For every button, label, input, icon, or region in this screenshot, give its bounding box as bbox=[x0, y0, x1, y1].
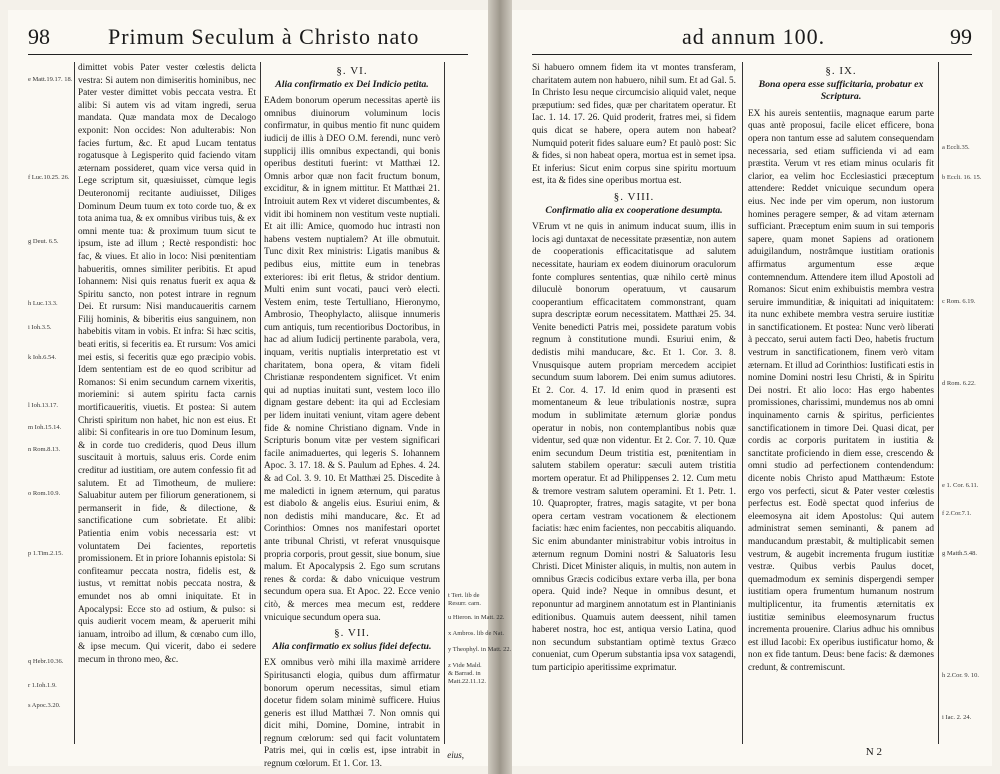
margin-note: g Deut. 6.5. bbox=[28, 238, 59, 245]
margin-note: c Rom. 6.19. bbox=[942, 298, 976, 305]
section-subtitle: Alia confirmatio ex solius fidei defectu. bbox=[272, 640, 432, 652]
margin-note: b Eccli. 16. 15. bbox=[942, 174, 982, 181]
section-heading: §. VI. bbox=[336, 65, 368, 77]
right-column-2 bbox=[748, 62, 934, 758]
body-text: EAdem bonorum operum necessitas apertè iis omnibus diuinorum voluminum locis confirmatur, in quibus mentio fit nunc quidem iudicij de illis à DEO O.M. ferendi, nunc verò supplicij illis omnibus expectandi, qui bonis operibus destituti fuerint: vt Matthæi 12. Omnis arbor quæ non facit fructum bonum, exciditur, & in ignem mittitur. Et Matthæi 21. Introiuit autem Rex vt videret discumbentes, & vidit ibi hominem non vestitum veste nuptiali. Et ait illi: Amice, quomodo huc intrasti non habens vestem nuptialem? At ille obmutuit. Tunc dixit Rex ministris: Ligatis manibus & pedibus eius, mittite eum in tenebras exteriores: ibi erit fletus, & stridor dentium. Multi enim sunt vocati, pauci verò electi. Vestem enim, teste Tertulliano, Hieronymo, Ambrosio, Theophylacto, aliisque innumeris cum antiquis, tum recentioribus Doctoribus, in hac ad alium Iudicij pertinente parabola, vera, inquam, veritis nuptialis interpretatio est vt charitatem, bona opera, & vitam fideli Christianæ respondentem significet. Vt enim qui ad nuptias inuitati sunt, vestem loco illo dignam gestare debent: ita qui ad Ecclesiam per lidem inuitati veniunt, vitam agere debent fide & nomine Christiano dignam. Vnde in Scripturis bonum vitæ per vestem significari facile animaduertes, qui legeris S. Iohannem Apoc. 3. 17. 18. & S. Paulum ad Ephes. 4. 24. & ad Col. 3. 9. 10. Et Matthæi 25. Discedite à me maledicti in ignem æternum, qui paratus est diabolo & angelis eius. Esuriui enim, & non dedistis mihi manducare, &c. Et ad Corinthios: Omnes nos manifestari oportet ante tribunal Christi, vt referat vnusquisque propria corporis, prout gessit, siue bonum, siue malum. Et Apocalypsis 2. Ego sum scrutans renes & corda: & dabo vnicuique vestrum secundum opera sua. Et Apoc. 22. Ecce venio citò, & merces mea mecum est, reddere vnicuique secundum opera sua. bbox=[264, 96, 440, 623]
margin-note: f 2.Cor.7.1. bbox=[942, 510, 972, 517]
right-column-1 bbox=[532, 62, 736, 758]
margin-note: l Ioh.13.17. bbox=[28, 402, 58, 409]
section-subtitle: Alia confirmatio ex Dei Indicio petita. bbox=[275, 78, 429, 90]
column-rule bbox=[74, 62, 75, 744]
margin-note: e 1. Cor. 6.11. bbox=[942, 482, 979, 489]
column-rule bbox=[260, 62, 261, 744]
margin-note: k Ioh.6.54. bbox=[28, 354, 57, 361]
catchword: eius, bbox=[447, 750, 464, 760]
margin-note: z Vide Mald. & Barrad. in Matt.22.11.12. bbox=[448, 662, 487, 685]
margin-note: p 1.Tim.2.15. bbox=[28, 550, 63, 557]
column-rule bbox=[938, 62, 939, 744]
section-heading: §. IX. bbox=[825, 65, 857, 77]
body-text: VErum vt ne quis in animum inducat suum, illis in locis agi duntaxat de necessitate præsentiæ, non autem de cooperationis efficacitatisque ad salutem necessitate, hauriam ex eodem diuinorum oraculorum fonte complures sententias, quæ nihilo certè minus diluculè bonorum operatuum, vt causarum cooperantium efficacitatem commonstrant, quam supra descriptæ eorum necessitatem. Matthæi 25. 34. Venite benedicti Patris mei, possidete paratum vobis regnum à constitutione mundi. Esuriui enim, & dedistis mihi manducare, &c. Et 1. Cor. 3. 8. Vnusquisque autem propriam mercedem accipiet secundum suum laborem. Dei enim sumus adiutores. Et 2. Cor. 4. 17. Id enim quod in præsenti est momentaneum & leue tribulationis nostræ, supra modum in sublimitate æternum gloriæ pondus operatur in nobis, non contemplantibus nobis quæ videntur, sed quæ non videntur. Et 2. Cor. 7. 10. Quæ enim secundum Deum tristitia est, pœnitentiam in salutem stabilem operatur: sæculi autem tristitia mortem operatur. Et ad Philippenses 2. 12. Cum metu & tremore vestram salutem operamini. Et 1. Petr. 1. 10. Quapropter, fratres, magis satagite, vt per bona opera certam vestram vocationem & electionem faciatis: hæc enim facientes, non peccabitis aliquando. Sic enim abundanter ministrabitur vobis introitus in æternum regnum Domini nostri & Saluatoris Iesu Christi. Dicet Minister aliquis, in multis, non autem in omnibus Græcis codicibus extare verba illa, per bona opera. Quid inde? Neque in omnibus desunt, et reponuntur ad marginem annotatum est in Plantinianis editionibus. Quamuis autem deessent, nihil tamen haberet nostra, hoc est, antiqua versio Latina, quod non secundum substantiam optimè textus Græco conueniat, cum Operum substantia ipsa vox satagendi, tum participio aperitissime exprimatur. bbox=[532, 222, 736, 673]
right-page-number: 99 bbox=[950, 24, 972, 49]
left-column-1 bbox=[78, 62, 256, 758]
margin-note: q Hebr.10.36. bbox=[28, 658, 64, 665]
column-rule bbox=[742, 62, 743, 744]
margin-note: d Rom. 6.22. bbox=[942, 380, 976, 387]
signature-mark: N 2 bbox=[865, 746, 882, 758]
body-text: EX his aureis sententiis, magnaque earum parte quas antè proposui, facile elicet efficere, bona opera non tantum esse ad salutem consequendam necessaria, sed etiam sufficienda vi ad eam præstita. Verum vt res etiam minus ocularis fit clarior, ea velim hoc Ecclesiastici præceptum attendere: Reddet vnicuique secundum opera eius. Nec inde per vim operum, non iustorum homines peragere semper, & ad vitam æternam sufficiant. Præceptum enim suum in sui temporis sapere, quam monet Sapiens ad orationem aduigilandum, nostrâmque iustitiam orationis affirmatus argumentum esse æque contemnendum. Attendere item illud Apostoli ad Romanos: Sicut enim exhibuistis membra vestra seruire immunditiæ, & iniquitati ad iniquitatem: ita nunc exhibete membra vestra seruire iustitiæ in sanctificationem. Et postea: Nunc verò liberati à peccato, serui autem facti Deo, habetis fructum vestrum in sanctificationem, finem verò vitam æternam. Et illud ad Corinthios: Iustificati estis in nomine Domini nostri Iesu Christi, & in Spiritu Dei nostri. Et alio loco: Has ergo habentes promissiones, charissimi, mundemus nos ab omni inquinamento carnis & spiritus, perficientes sanctificationem in timore Dei. Quasi dicat, per cordis ac corporis puritatem in iustitia & sanctitate proficiendo in diem esse, crescendo & omni studio ad perfectionem contendendum: dicente nobis Christo apud Matthæum: Estote ergo vos perfecti, sicut & Pater vester cœlestis perfectus est. Eodè spectat quod inferius de eleemosyna ait idem Apostolus: Qui autem administrat semen seminanti, & panem ad manducandum præstabit, & multiplicabit semen vestrum, & augebit incrementa frugum iustitiæ vestræ. Quibus verbis Paulus docet, quemadmodum ex seminis dispergendi semper iustitiam opera frumentum humanum nostrum multiplicentur, ita frumentis æternitatis ex iustitiæ seminibus eleemosynarum fructus incrementa prouenire. Clarius adhuc his omnibus est illud Iacobi: Ex operibus iustificatur homo, & non ex fide tantum. Deus: bene facis: & dæmones credunt, & contremiscunt. bbox=[748, 108, 934, 673]
margin-note: i Iac. 2. 24. bbox=[942, 714, 972, 721]
margin-note: a Eccli.35. bbox=[942, 144, 970, 151]
margin-note: f Luc.10.25. 26. bbox=[28, 174, 70, 181]
column-rule bbox=[444, 62, 445, 744]
right-running-head bbox=[532, 24, 972, 55]
margin-note: y Theophyl. in Matt. 22. bbox=[448, 646, 512, 653]
margin-note: o Rom.10.9. bbox=[28, 490, 61, 497]
book-gutter bbox=[488, 0, 512, 774]
margin-note: x Ambros. lib de Nat. bbox=[448, 630, 504, 637]
left-page-number: 98 bbox=[28, 24, 50, 49]
margin-note: u Hieron. in Matt. 22. bbox=[448, 614, 505, 621]
margin-note: i Ioh.3.5. bbox=[28, 324, 52, 331]
margin-note: e Matt.19.17. 18. bbox=[28, 76, 73, 83]
margin-note: s Apoc.3.20. bbox=[28, 702, 61, 709]
margin-note: h Luc.13.3. bbox=[28, 300, 58, 307]
margin-note: m Ioh.15.14. bbox=[28, 424, 62, 431]
section-subtitle: Confirmatio alia ex cooperatione desumpta. bbox=[545, 204, 723, 216]
margin-note: g Matth.5.48. bbox=[942, 550, 978, 557]
margin-note: h 2.Cor. 9. 10. bbox=[942, 672, 980, 679]
section-heading: §. VII. bbox=[334, 627, 370, 640]
margin-note: t Tert. lib de Resurr. carn. bbox=[448, 592, 482, 607]
left-running-title: Primum Seculum à Christo nato bbox=[108, 24, 420, 49]
section-subtitle: Bona opera esse sufficitaria, probatur ex Scriptura. bbox=[758, 78, 924, 103]
body-text: Si habuero omnem fidem ita vt montes transferam, charitatem autem non habuero, nihil sum. Et ad Gal. 5. In Christo Iesu neque circumcisio aliquid valet, neque præputium: sed fides, quæ per charitatem operatur. Et Iac. 1. 14. 17. 26. Quid proderit, fratres mei, si fidem quis dicat se habere, opera autem non habeat? Numquid poterit fides saluare eum? Et paulò post: Sic & fides, si non habeat opera, mortua est in semet ipsa. Et inferius: Sicut enim corpus sine spiritu mortuum est, ita & fides sine operibus mortua est. bbox=[532, 63, 736, 187]
section-heading: §. VIII. bbox=[613, 190, 655, 203]
right-running-title: ad annum 100. bbox=[682, 24, 826, 49]
body-text: EX omnibus verò mihi illa maximè arridere Spiritusancti elogia, quibus dum affirmatur bonorum operum necessitas, simul etiam docetur fidem solam minimè sufficere. Huius generis est illud Matthæi 7. Non omnis qui dicit mihi, Domine, Domine, intrabit in regnum cœlorum: sed qui facit voluntatem Patris mei, qui in cœlis est, ipse intrabit in regnum cœlorum. Et 1. Cor. 13. bbox=[264, 658, 440, 770]
body-text: dimittet vobis Pater vester cœlestis delicta vestra: Si autem non dimiseritis hominibus, nec Pater vester dimittet vobis peccata vestra. Et alibi: Si autem vis ad vitam ingredi, serua mandata. Quæ mandata mox de Decalogo exponit: Non occides: Non adulterabis: Non facies furtum, &c. Et apud Lucam tentatus rogatusque à Legisperito quid faciendo vitam æternam possideret, quam vice versa quid in Lege scriptum sit, quæsiuisset, cùmque legis Deuteronomij recitante audiuisset, Diliges Dominum Deum tuum ex toto corde tuo, & ex tota anima tua, & ex omnibus viribus tuis, & ex omni mente tua: & proximum tuum sicut te ipsum, iste ad illum ; Rectè respondisti: hoc fac, & viues. Et alio in loco: Nisi pœnitentiam habueritis, omnes similiter peribitis. Et apud Iohannem: Nisi quis renatus fuerit ex aqua & Spiritu sancto, non potest intrare in regnum Dei. Et rursum: Nisi manducaueritis carnem Filij hominis, & biberitis eius sanguinem, non habebitis vitam in vobis. Et infra: Si hæc scitis, beati eritis, si feceritis ea. Et rursum: Vos amici mei estis, si feceritis quæ ego præcipio vobis. Idem sententiam est de eo quod scribitur ad Romanos: Si enim secundum carnem vixeritis, moriemini: si autem spiritu facta carnis mortificaueritis, viuetis. Et postea: Si autem Christi spiritum non habet, hic non est eius. Et alibi: Si confitearis in ore tuo Dominum Iesum, & in corde tuo credideris, quod Deus illum suscitauit à mortuis, saluus eris. Corde enim creditur ad iustitiam, ore autem confessio fit ad salutem. Et ad Timotheum, de muliere: Saluabitur autem per filiorum generationem, si permanserit in fide, & dilectione, & sanctificatione cum sobrietate. Et alibi: Patientia enim vobis necessaria est: vt voluntatem Dei facientes, reportetis promissionem. Et in priore Iohannis epistola: Si confiteamur peccata nostra, fidelis est, & iustus, vt remittat nobis peccata nostra, & emundet nos ab omni iniquitate. Et in Apocalypsi: Ecce sto ad ostium, & pulso: si quis audierit vocem meam, & aperuerit mihi ianuam, introibo ad illum, & cœnabo cum illo, & ipse mecum. Qui vicerit, dabo ei sedere mecum in throno meo, &c. bbox=[78, 63, 256, 665]
left-page bbox=[8, 10, 512, 770]
left-running-head bbox=[28, 24, 468, 55]
margin-note: n Rom.8.13. bbox=[28, 446, 61, 453]
margin-note: r 1.Ioh.1.9. bbox=[28, 682, 57, 689]
left-column-2 bbox=[264, 62, 440, 770]
right-page bbox=[512, 10, 992, 766]
